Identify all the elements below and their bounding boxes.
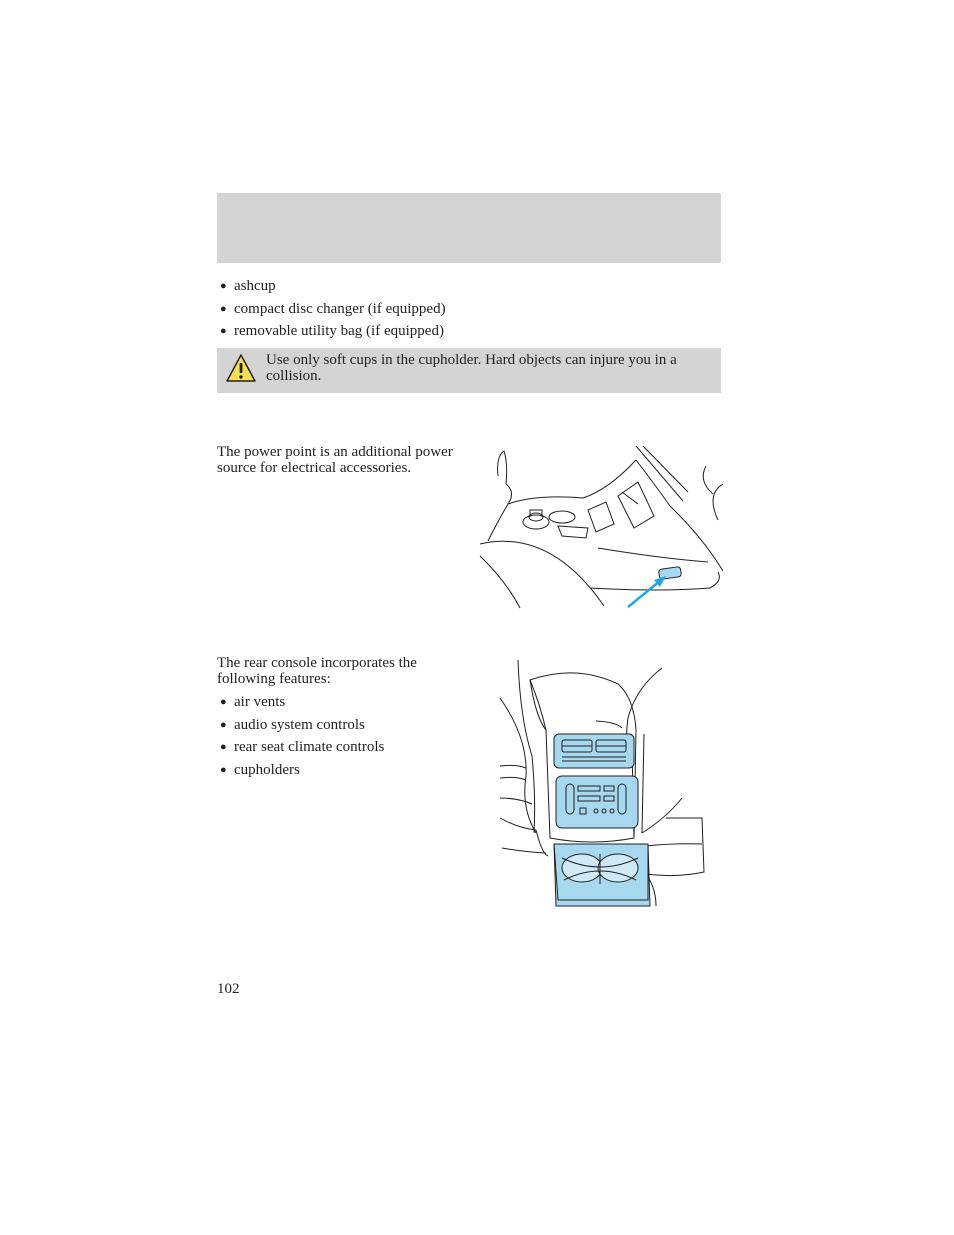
bullet-icon: ● — [220, 280, 227, 292]
rear-console-illustration — [496, 658, 708, 910]
list-item: ● audio system controls — [220, 716, 365, 733]
bullet-icon: ● — [220, 325, 227, 337]
bullet-icon: ● — [220, 718, 227, 731]
list-item: ● ashcup — [220, 278, 276, 294]
bullet-icon: ● — [220, 763, 227, 776]
list-item: ● air vents — [220, 694, 286, 710]
warning-triangle-icon — [225, 353, 257, 383]
bullet-icon: ● — [220, 741, 227, 753]
warning-box — [217, 348, 721, 393]
section-header-bar — [217, 193, 721, 263]
rear-console-description: The rear console incorporates the following features: — [217, 655, 417, 687]
feature-list — [217, 277, 446, 345]
rear-console-feature-list — [217, 693, 384, 783]
warning-text: Use only soft cups in the cupholder. Hard objects can injure you in a collision. — [266, 352, 677, 384]
list-item: ● compact disc changer (if equipped) — [220, 300, 446, 317]
list-item: ● rear seat climate controls — [220, 739, 385, 755]
list-item: ● cupholders — [220, 761, 300, 778]
list-item: ● removable utility bag (if equipped) — [220, 323, 444, 339]
power-point-illustration — [478, 446, 723, 610]
bullet-icon: ● — [220, 302, 227, 315]
page-number: 102 — [217, 981, 240, 997]
bullet-icon: ● — [220, 696, 227, 708]
power-point-description: The power point is an additional power source for electrical accessories. — [217, 444, 453, 476]
